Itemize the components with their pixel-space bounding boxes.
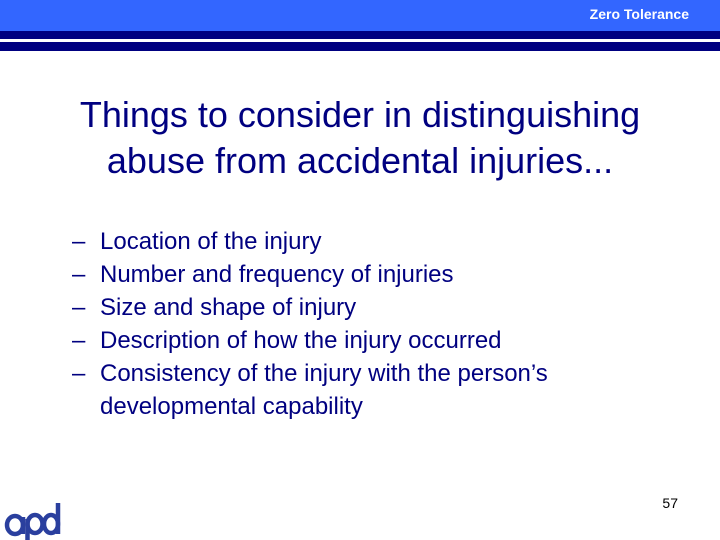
apd-logo [2,497,62,540]
bullet-text: Size and shape of injury [100,294,357,321]
bullet-dash: – [72,261,86,288]
bullet-text: Description of how the injury occurred [100,327,502,354]
bullet-text: Number and frequency of injuries [100,261,454,288]
header-rule-top [0,31,720,39]
header-rule-bottom [0,42,720,51]
bullet-item [70,324,670,357]
bullet-dash: – [72,294,86,321]
bullet-text: Location of the injury [100,228,322,255]
bullet-dash: – [72,228,86,255]
slide-title [20,92,700,184]
bullet-dash: – [72,327,86,354]
bullet-item [70,357,670,423]
slide-title-line-1: Things to consider in distinguishing [79,94,641,135]
header-band [0,0,720,31]
slide-title-line-2: abuse from accidental injuries... [106,140,614,181]
bullet-text: Consistency of the injury with the person’s developmental capability [100,360,548,420]
bullet-item [70,291,670,324]
bullet-list [70,225,670,423]
bullet-item [70,258,670,291]
bullet-dash: – [72,360,86,387]
page-number: 57 [662,495,678,511]
bullet-item [70,225,670,258]
header-label: Zero Tolerance [589,6,689,22]
